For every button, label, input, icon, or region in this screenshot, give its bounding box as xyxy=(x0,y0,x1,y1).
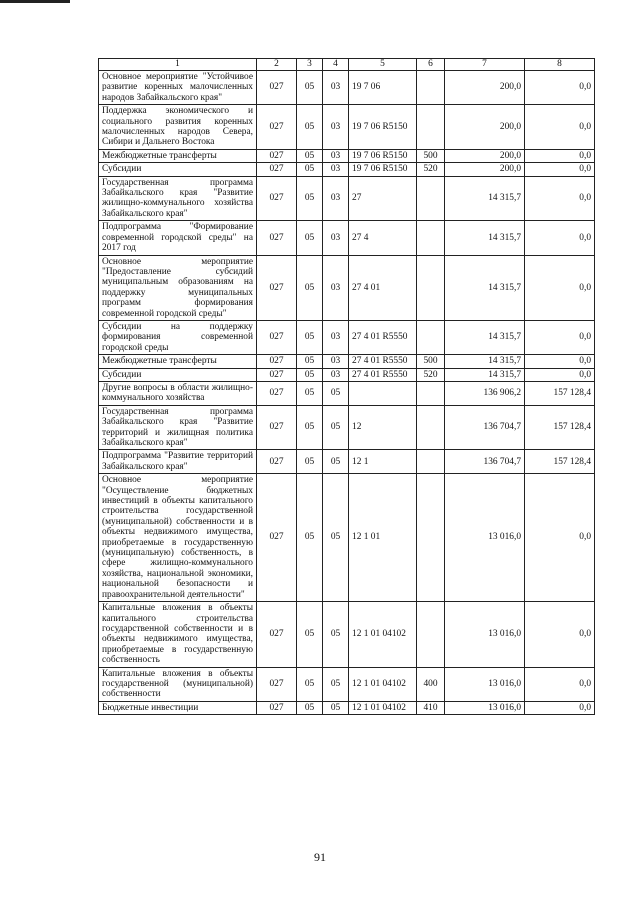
cell-amount-year1: 200,0 xyxy=(445,149,525,162)
cell-expense-type: 500 xyxy=(417,149,445,162)
table-row xyxy=(99,602,595,667)
table-row xyxy=(99,163,595,176)
cell-ministry-code: 027 xyxy=(257,368,297,381)
cell-amount-year1: 13 016,0 xyxy=(445,667,525,701)
cell-ministry-code: 027 xyxy=(257,450,297,474)
table-row xyxy=(99,355,595,368)
table-row xyxy=(99,105,595,150)
col-header-3: 3 xyxy=(297,59,323,71)
cell-expense-type xyxy=(417,255,445,320)
row-name: Поддержка экономического и социального развития коренных малочисленных народов Севера, Сибири и Дальнего Востока xyxy=(99,105,257,150)
cell-section-code: 05 xyxy=(297,163,323,176)
row-name: Капитальные вложения в объекты капитального строительства государственной собственности и в объекты недвижимого имущества, приобретаемые в государственную собственность xyxy=(99,602,257,667)
cell-subsection-code: 05 xyxy=(323,667,349,701)
cell-target-article: 19 7 06 R5150 xyxy=(349,149,417,162)
col-header-2: 2 xyxy=(257,59,297,71)
cell-amount-year2: 0,0 xyxy=(525,701,595,714)
cell-target-article: 12 1 xyxy=(349,450,417,474)
cell-amount-year2: 0,0 xyxy=(525,368,595,381)
cell-section-code: 05 xyxy=(297,105,323,150)
cell-section-code: 05 xyxy=(297,405,323,450)
cell-subsection-code: 03 xyxy=(323,71,349,105)
cell-amount-year2: 0,0 xyxy=(525,667,595,701)
cell-expense-type: 410 xyxy=(417,701,445,714)
cell-ministry-code: 027 xyxy=(257,320,297,354)
cell-amount-year1: 200,0 xyxy=(445,163,525,176)
cell-ministry-code: 027 xyxy=(257,176,297,221)
cell-subsection-code: 05 xyxy=(323,474,349,602)
cell-expense-type xyxy=(417,105,445,150)
cell-amount-year1: 13 016,0 xyxy=(445,602,525,667)
cell-amount-year1: 14 315,7 xyxy=(445,176,525,221)
table-row xyxy=(99,667,595,701)
table-row xyxy=(99,701,595,714)
col-header-6: 6 xyxy=(417,59,445,71)
cell-section-code: 05 xyxy=(297,320,323,354)
cell-expense-type: 500 xyxy=(417,355,445,368)
table-row xyxy=(99,381,595,405)
cell-expense-type: 520 xyxy=(417,163,445,176)
cell-expense-type: 400 xyxy=(417,667,445,701)
cell-amount-year1: 136 704,7 xyxy=(445,450,525,474)
cell-amount-year1: 14 315,7 xyxy=(445,221,525,255)
row-name: Основное мероприятие "Предоставление субсидий муниципальным образованиям на поддержку муниципальных программ формирования современной городской среды" xyxy=(99,255,257,320)
table-row xyxy=(99,320,595,354)
table-row xyxy=(99,474,595,602)
cell-amount-year1: 14 315,7 xyxy=(445,355,525,368)
cell-amount-year1: 136 906,2 xyxy=(445,381,525,405)
col-header-1: 1 xyxy=(99,59,257,71)
cell-amount-year2: 157 128,4 xyxy=(525,405,595,450)
cell-target-article: 27 4 01 R5550 xyxy=(349,355,417,368)
cell-amount-year2: 0,0 xyxy=(525,355,595,368)
cell-target-article: 27 xyxy=(349,176,417,221)
cell-section-code: 05 xyxy=(297,450,323,474)
cell-amount-year1: 14 315,7 xyxy=(445,320,525,354)
cell-target-article: 12 1 01 xyxy=(349,474,417,602)
cell-amount-year2: 0,0 xyxy=(525,71,595,105)
cell-ministry-code: 027 xyxy=(257,163,297,176)
cell-ministry-code: 027 xyxy=(257,255,297,320)
table-row xyxy=(99,255,595,320)
cell-target-article: 12 1 01 04102 xyxy=(349,701,417,714)
cell-amount-year1: 14 315,7 xyxy=(445,255,525,320)
cell-amount-year2: 0,0 xyxy=(525,149,595,162)
cell-amount-year2: 0,0 xyxy=(525,105,595,150)
cell-amount-year2: 157 128,4 xyxy=(525,450,595,474)
cell-amount-year2: 0,0 xyxy=(525,221,595,255)
row-name: Субсидии на поддержку формирования современной городской среды xyxy=(99,320,257,354)
cell-target-article: 27 4 xyxy=(349,221,417,255)
table-row xyxy=(99,149,595,162)
cell-amount-year2: 0,0 xyxy=(525,176,595,221)
cell-amount-year1: 13 016,0 xyxy=(445,474,525,602)
cell-subsection-code: 03 xyxy=(323,368,349,381)
cell-subsection-code: 05 xyxy=(323,405,349,450)
cell-target-article: 27 4 01 xyxy=(349,255,417,320)
cell-subsection-code: 03 xyxy=(323,320,349,354)
cell-ministry-code: 027 xyxy=(257,474,297,602)
cell-ministry-code: 027 xyxy=(257,405,297,450)
cell-expense-type xyxy=(417,176,445,221)
cell-expense-type xyxy=(417,320,445,354)
cell-ministry-code: 027 xyxy=(257,149,297,162)
row-name: Подпрограмма "Формирование современной городской среды" на 2017 год xyxy=(99,221,257,255)
cell-target-article: 27 4 01 R5550 xyxy=(349,368,417,381)
table-row xyxy=(99,71,595,105)
cell-target-article: 12 1 01 04102 xyxy=(349,602,417,667)
cell-subsection-code: 05 xyxy=(323,701,349,714)
cell-subsection-code: 03 xyxy=(323,163,349,176)
row-name: Субсидии xyxy=(99,163,257,176)
cell-subsection-code: 03 xyxy=(323,105,349,150)
row-name: Капитальные вложения в объекты государственной (муниципальной) собственности xyxy=(99,667,257,701)
cell-expense-type xyxy=(417,602,445,667)
cell-target-article: 19 7 06 R5150 xyxy=(349,105,417,150)
cell-amount-year2: 0,0 xyxy=(525,474,595,602)
budget-table xyxy=(98,58,595,715)
cell-target-article: 19 7 06 xyxy=(349,71,417,105)
cell-section-code: 05 xyxy=(297,368,323,381)
table-row xyxy=(99,221,595,255)
table-row xyxy=(99,176,595,221)
cell-target-article: 12 1 01 04102 xyxy=(349,667,417,701)
cell-amount-year2: 0,0 xyxy=(525,255,595,320)
row-name: Другие вопросы в области жилищно-коммунального хозяйства xyxy=(99,381,257,405)
cell-ministry-code: 027 xyxy=(257,105,297,150)
cell-ministry-code: 027 xyxy=(257,381,297,405)
cell-amount-year2: 157 128,4 xyxy=(525,381,595,405)
cell-section-code: 05 xyxy=(297,176,323,221)
cell-target-article: 19 7 06 R5150 xyxy=(349,163,417,176)
row-name: Основное мероприятие "Осуществление бюджетных инвестиций в объекты капитального строительства государственной (муниципальной) собственности и в объекты недвижимого имущества, приобретаемые в государственную (муниципальную) собственность, в сфере жилищно-коммунального хозяйства, национальной экономики, национальной безопасности и правоохранительной деятельности" xyxy=(99,474,257,602)
cell-expense-type xyxy=(417,405,445,450)
cell-amount-year2: 0,0 xyxy=(525,320,595,354)
cell-amount-year1: 14 315,7 xyxy=(445,368,525,381)
col-header-5: 5 xyxy=(349,59,417,71)
cell-section-code: 05 xyxy=(297,701,323,714)
cell-ministry-code: 027 xyxy=(257,355,297,368)
cell-amount-year1: 200,0 xyxy=(445,71,525,105)
cell-amount-year1: 13 016,0 xyxy=(445,701,525,714)
cell-expense-type xyxy=(417,71,445,105)
cell-subsection-code: 03 xyxy=(323,176,349,221)
row-name: Государственная программа Забайкальского края "Развитие территорий и жилищная политика Забайкальского края" xyxy=(99,405,257,450)
col-header-8: 8 xyxy=(525,59,595,71)
cell-expense-type xyxy=(417,221,445,255)
cell-target-article: 12 xyxy=(349,405,417,450)
cell-section-code: 05 xyxy=(297,71,323,105)
cell-section-code: 05 xyxy=(297,474,323,602)
cell-amount-year2: 0,0 xyxy=(525,163,595,176)
cell-subsection-code: 03 xyxy=(323,149,349,162)
row-name: Подпрограмма "Развитие территорий Забайкальского края" xyxy=(99,450,257,474)
row-name: Государственная программа Забайкальского края "Развитие жилищно-коммунального хозяйства Забайкальского края" xyxy=(99,176,257,221)
cell-section-code: 05 xyxy=(297,221,323,255)
row-name: Межбюджетные трансферты xyxy=(99,149,257,162)
cell-section-code: 05 xyxy=(297,255,323,320)
cell-expense-type: 520 xyxy=(417,368,445,381)
cell-expense-type xyxy=(417,474,445,602)
cell-target-article xyxy=(349,381,417,405)
cell-ministry-code: 027 xyxy=(257,667,297,701)
row-name: Субсидии xyxy=(99,368,257,381)
cell-subsection-code: 03 xyxy=(323,255,349,320)
cell-subsection-code: 03 xyxy=(323,355,349,368)
cell-ministry-code: 027 xyxy=(257,221,297,255)
col-header-4: 4 xyxy=(323,59,349,71)
cell-expense-type xyxy=(417,450,445,474)
cell-target-article: 27 4 01 R5550 xyxy=(349,320,417,354)
page-number: 91 xyxy=(314,850,326,864)
cell-section-code: 05 xyxy=(297,149,323,162)
table-row xyxy=(99,368,595,381)
table-row xyxy=(99,405,595,450)
cell-subsection-code: 05 xyxy=(323,381,349,405)
cell-section-code: 05 xyxy=(297,667,323,701)
table-row xyxy=(99,450,595,474)
cell-ministry-code: 027 xyxy=(257,701,297,714)
cell-subsection-code: 05 xyxy=(323,450,349,474)
row-name: Бюджетные инвестиции xyxy=(99,701,257,714)
cell-ministry-code: 027 xyxy=(257,71,297,105)
cell-subsection-code: 05 xyxy=(323,602,349,667)
cell-expense-type xyxy=(417,381,445,405)
cell-amount-year1: 136 704,7 xyxy=(445,405,525,450)
cell-subsection-code: 03 xyxy=(323,221,349,255)
cell-ministry-code: 027 xyxy=(257,602,297,667)
cell-section-code: 05 xyxy=(297,381,323,405)
col-header-7: 7 xyxy=(445,59,525,71)
row-name: Межбюджетные трансферты xyxy=(99,355,257,368)
cell-section-code: 05 xyxy=(297,355,323,368)
scan-edge-mark xyxy=(0,0,70,3)
cell-section-code: 05 xyxy=(297,602,323,667)
cell-amount-year2: 0,0 xyxy=(525,602,595,667)
row-name: Основное мероприятие "Устойчивое развитие коренных малочисленных народов Забайкальского края" xyxy=(99,71,257,105)
table-header-row xyxy=(99,59,595,71)
cell-amount-year1: 200,0 xyxy=(445,105,525,150)
